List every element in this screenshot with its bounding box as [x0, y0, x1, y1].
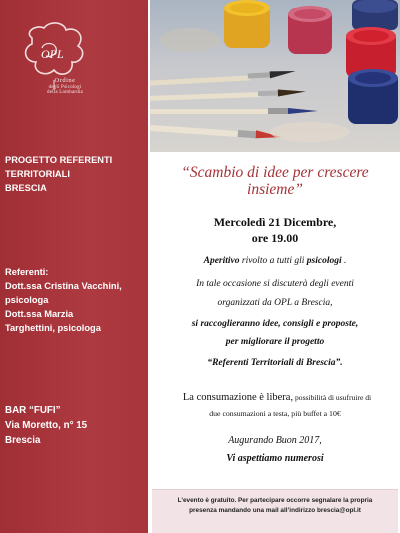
title-line-1: “Scambio di idee per crescere [181, 164, 369, 181]
event-content [150, 152, 400, 533]
registration-notice [152, 489, 398, 533]
notice-line-1: L’evento è gratuito. Per partecipare occorre segnalare la propria [177, 497, 373, 504]
date-line: Mercoledì 21 Dicembre, [213, 215, 337, 229]
description-line: In tale occasione si discuterà degli eventi [196, 279, 354, 289]
venue-street: Via Moretto, n° 15 [5, 420, 88, 431]
referents-heading: Referenti: [5, 267, 49, 277]
logo-line-2: degli Psicologi [48, 84, 82, 90]
referent-line: Dott.ssa Marzia [5, 309, 74, 319]
logo-line-1: Ordine [54, 77, 76, 84]
paint-photo-illustration [150, 0, 400, 152]
description-line: organizzati da OPL a Brescia, [217, 298, 333, 308]
greeting: Augurando Buon 2017, [228, 435, 322, 446]
consumption-detail: due consumazioni a testa, più buffet a 10€ [209, 409, 341, 418]
venue-city: Brescia [5, 435, 41, 446]
project-name [5, 153, 145, 195]
paint-jar-pink [288, 6, 332, 54]
title-line-2: insieme” [247, 181, 303, 198]
referent-line: Dott.ssa Cristina Vacchini, [5, 281, 122, 291]
logo-initials: OPL [41, 47, 64, 61]
closing-line: Vi aspettiamo numerosi [226, 453, 324, 464]
logo-line-3: della Lombardia [47, 90, 83, 96]
time-line: ore 19.00 [251, 231, 299, 245]
aperitivo-word: Aperitivo [203, 256, 240, 266]
paint-jars-photo [150, 0, 400, 152]
paint-splash [270, 122, 350, 142]
aperitivo-mid: rivolto a tutti gli [239, 256, 307, 266]
consumption-small: possibilità di usufruire di [293, 393, 372, 402]
project-line: BRESCIA [5, 183, 47, 193]
project-line: TERRITORIALI [5, 169, 70, 179]
notice-line-2: presenza mandando una mail all’indirizzo brescia@opl.it [189, 507, 361, 514]
paint-splash [160, 28, 220, 52]
referent-line: psicologa [5, 295, 49, 305]
paint-jar-blue [348, 69, 398, 124]
consumption-main: La consumazione è libera, [182, 392, 294, 403]
aperitivo-line [154, 255, 396, 267]
paint-jar-navy-top [352, 0, 398, 30]
logo-text [20, 78, 110, 95]
sidebar [0, 0, 148, 533]
psicologi-word: psicologi [306, 256, 342, 266]
event-title [158, 164, 392, 198]
consumption-line [154, 391, 400, 404]
aperitivo-end: . [341, 256, 347, 266]
venue-name: BAR “FUFI” [5, 405, 61, 416]
venue-address [5, 403, 145, 448]
description-line: per migliorare il progetto [225, 337, 325, 347]
project-quote: “Referenti Territoriali di Brescia”. [207, 358, 343, 368]
paint-jar-yellow [224, 0, 270, 48]
project-line: PROGETTO REFERENTI [5, 155, 113, 165]
event-date [150, 214, 400, 246]
description-line: si raccoglieranno idee, consigli e proposte, [191, 319, 359, 329]
referents-list [5, 265, 145, 335]
referent-line: Targhettini, psicologa [5, 323, 101, 333]
